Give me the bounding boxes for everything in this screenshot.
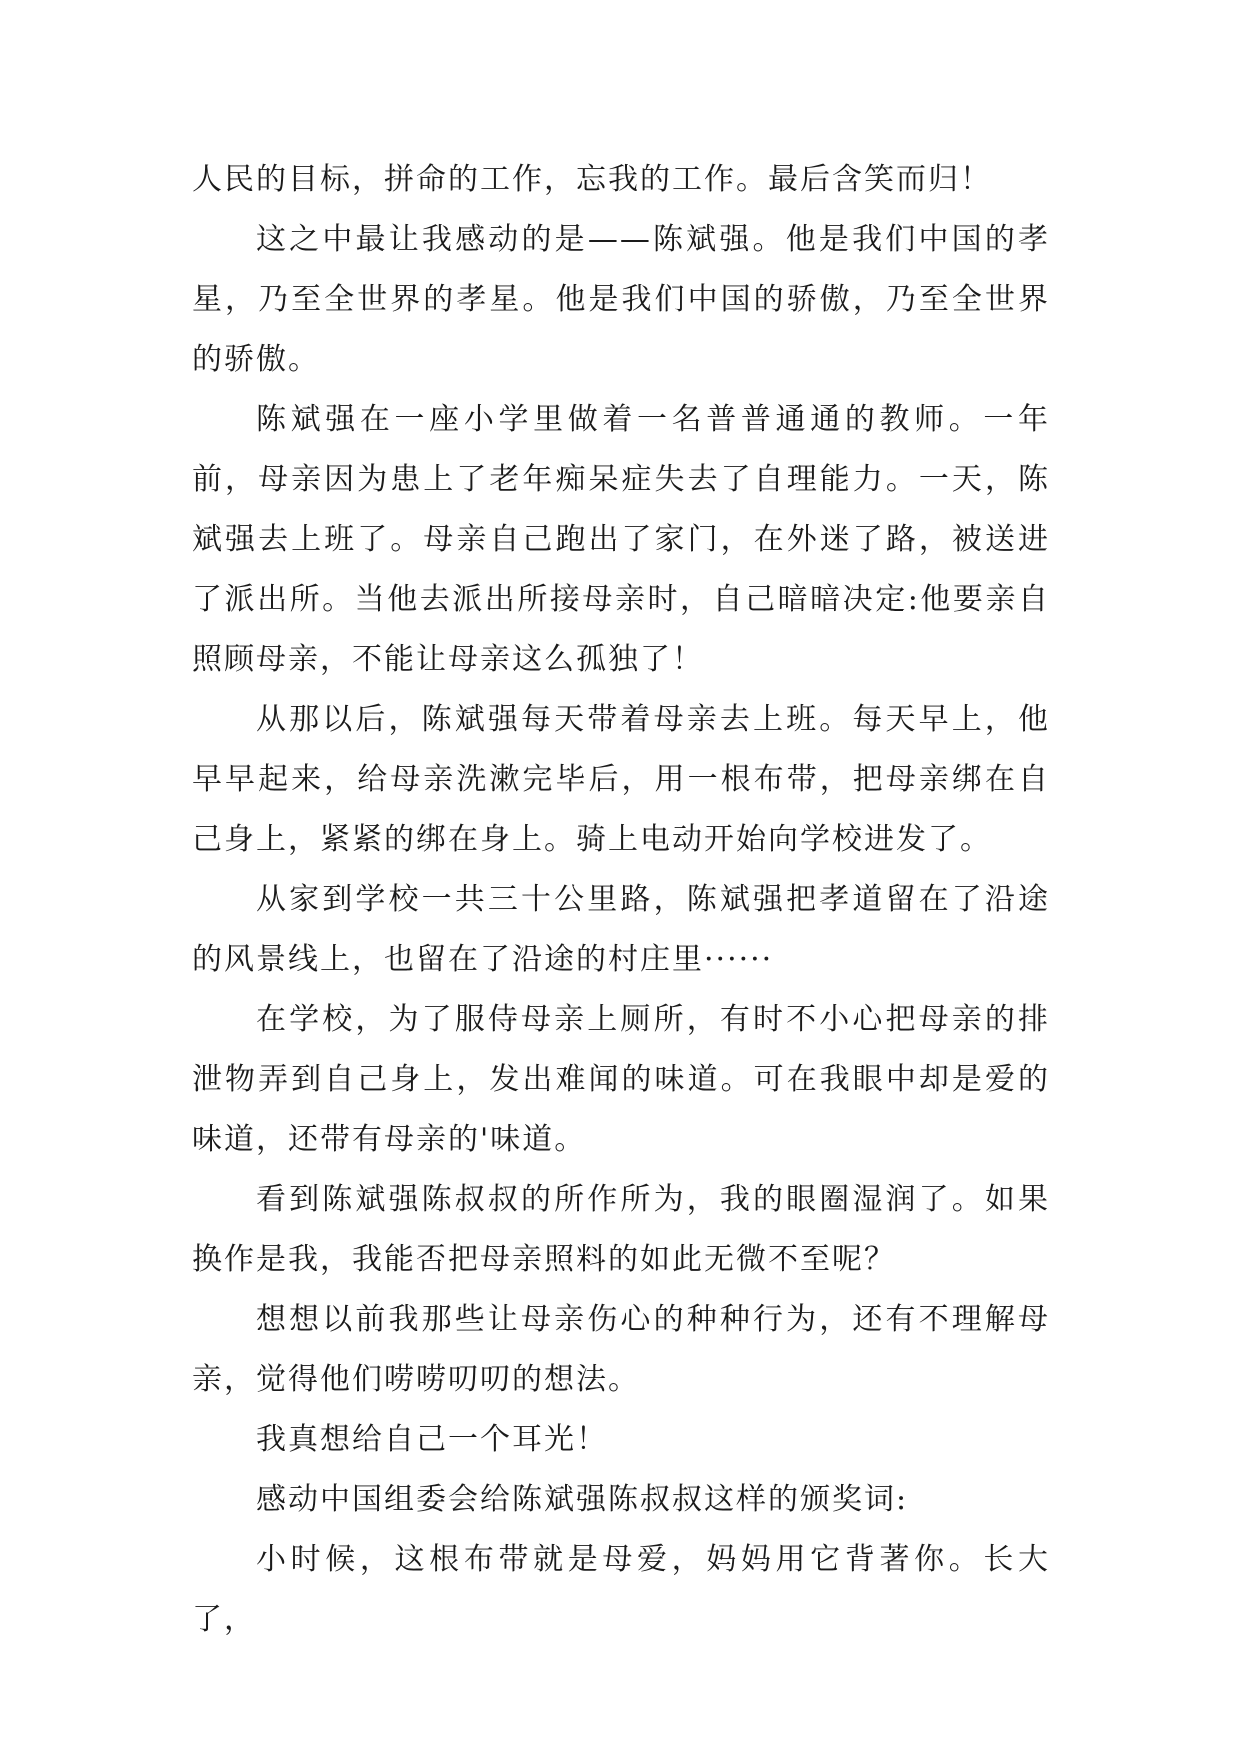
paragraph: 看到陈斌强陈叔叔的所作所为，我的眼圈湿润了。如果换作是我，我能否把母亲照料的如此无微不至呢？ <box>192 1182 1050 1277</box>
paragraph: 小时候，这根布带就是母爱，妈妈用它背著你。长大了， <box>192 1542 1050 1637</box>
paragraph: 在学校，为了服侍母亲上厕所，有时不小心把母亲的排泄物弄到自己身上，发出难闻的味道。可在我眼中却是爱的味道，还带有母亲的'味道。 <box>192 1002 1050 1157</box>
paragraph: 人民的目标，拼命的工作，忘我的工作。最后含笑而归！ <box>192 162 992 197</box>
document-page <box>192 150 1050 1650</box>
paragraph: 陈斌强在一座小学里做着一名普普通通的教师。一年前，母亲因为患上了老年痴呆症失去了自理能力。一天，陈斌强去上班了。母亲自己跑出了家门，在外迷了路，被送进了派出所。当他去派出所接母亲时，自己暗暗决定:他要亲自照顾母亲，不能让母亲这么孤独了！ <box>192 402 1050 677</box>
paragraph: 我真想给自己一个耳光！ <box>256 1422 608 1457</box>
paragraph: 从家到学校一共三十公里路，陈斌强把孝道留在了沿途的风景线上，也留在了沿途的村庄里······ <box>192 882 1050 977</box>
paragraph: 这之中最让我感动的是——陈斌强。他是我们中国的孝星，乃至全世界的孝星。他是我们中国的骄傲，乃至全世界的骄傲。 <box>192 222 1050 377</box>
paragraph: 从那以后，陈斌强每天带着母亲去上班。每天早上，他早早起来，给母亲洗漱完毕后，用一根布带，把母亲绑在自己身上，紧紧的绑在身上。骑上电动开始向学校进发了。 <box>192 702 1050 857</box>
paragraph: 感动中国组委会给陈斌强陈叔叔这样的颁奖词: <box>256 1482 909 1517</box>
paragraph: 想想以前我那些让母亲伤心的种种行为，还有不理解母亲，觉得他们唠唠叨叨的想法。 <box>192 1302 1050 1397</box>
